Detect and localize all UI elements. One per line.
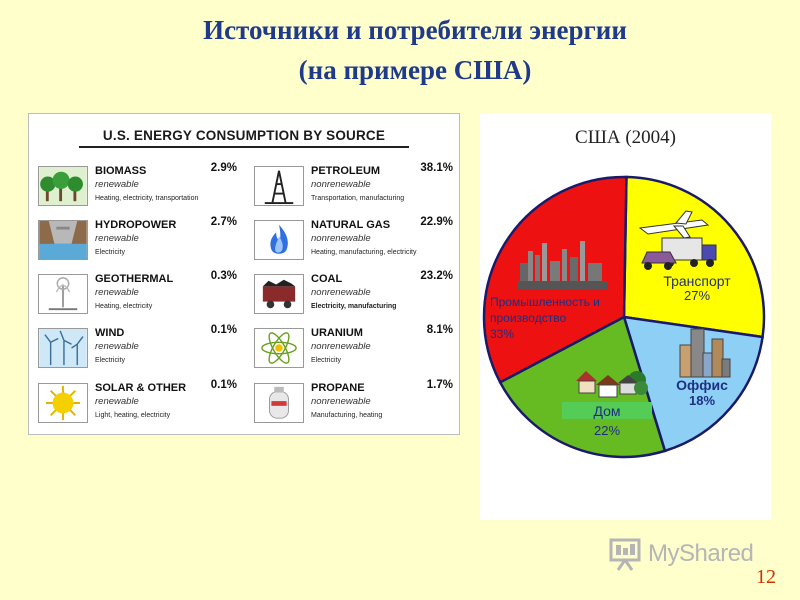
source-percent: 22.9% (420, 216, 453, 228)
source-name: COAL (311, 273, 343, 285)
slice-value-home: 22% (593, 423, 621, 438)
source-name: PROPANE (311, 382, 365, 394)
source-biomass (31, 162, 241, 214)
gas-flame-icon (254, 220, 304, 260)
source-petroleum (247, 162, 457, 214)
source-type: renewable (95, 396, 139, 407)
myshared-watermark (608, 536, 768, 572)
energy-source-infographic (28, 113, 460, 435)
infographic-title: U.S. ENERGY CONSUMPTION BY SOURCE (102, 128, 386, 143)
source-wind (31, 324, 241, 376)
source-uses: Electricity (95, 357, 125, 364)
slice-value-office: 18% (688, 393, 716, 408)
source-type: nonrenewable (311, 396, 371, 407)
slice-label-home: Дом (593, 403, 621, 419)
source-geothermal (31, 270, 241, 322)
chart-title: США (2004) (575, 127, 676, 148)
source-uses: Heating, electricity (95, 303, 153, 310)
source-type: nonrenewable (311, 233, 371, 244)
source-percent: 8.1% (426, 324, 453, 336)
sun-icon (38, 383, 88, 423)
pie-chart (480, 113, 771, 520)
source-uses: Electricity (95, 249, 125, 256)
source-type: renewable (95, 233, 139, 244)
source-name: GEOTHERMAL (95, 273, 174, 285)
source-uses: Transportation, manufacturing (311, 195, 405, 202)
source-name: SOLAR & OTHER (95, 382, 187, 394)
source-hydropower (31, 216, 241, 268)
source-type: nonrenewable (311, 341, 371, 352)
propane-tank-icon (254, 383, 304, 423)
source-coal (247, 270, 457, 322)
source-name: WIND (95, 327, 125, 339)
source-natural-gas (247, 216, 457, 268)
pie-chart-panel (480, 113, 771, 520)
slice-value-transport: 27% (683, 288, 711, 303)
source-percent: 0.1% (210, 324, 237, 336)
watermark-text: MyShared (648, 540, 754, 567)
slice-label-transport: Транспорт (663, 273, 731, 289)
source-name: PETROLEUM (311, 165, 381, 177)
source-type: nonrenewable (311, 179, 371, 190)
source-percent: 2.9% (210, 162, 237, 174)
source-propane (247, 379, 457, 431)
source-percent: 2.7% (210, 216, 237, 228)
wind-turbine-icon (38, 328, 88, 368)
source-name: NATURAL GAS (311, 219, 391, 231)
source-solar-other (31, 379, 241, 431)
oil-derrick-icon (254, 166, 304, 206)
page-number: 12 (756, 566, 776, 588)
source-percent: 23.2% (420, 270, 453, 282)
source-uses: Electricity, manufacturing (311, 303, 397, 310)
atom-icon (254, 328, 304, 368)
source-percent: 1.7% (426, 379, 453, 391)
source-uses: Electricity (311, 357, 341, 364)
source-percent: 0.3% (210, 270, 237, 282)
source-uses: Manufacturing, heating (311, 412, 383, 419)
slice-label-office: Оффис (676, 377, 728, 393)
source-uses: Heating, manufacturing, electricity (311, 249, 417, 256)
source-type: renewable (95, 179, 139, 190)
slide-title (0, 10, 800, 90)
source-percent: 38.1% (420, 162, 453, 174)
source-type: renewable (95, 341, 139, 352)
dam-icon (38, 220, 88, 260)
source-type: nonrenewable (311, 287, 371, 298)
slice-label-industry-line2: производство (490, 311, 567, 325)
myshared-logo-icon (608, 536, 644, 572)
slice-label-industry-line1: Промышленность и (490, 295, 600, 309)
source-name: BIOMASS (95, 165, 147, 177)
geyser-icon (38, 274, 88, 314)
source-name: URANIUM (311, 327, 363, 339)
slide-title-line1: Источники и потребители энергии (203, 15, 627, 45)
title-underline (79, 146, 409, 148)
source-uranium (247, 324, 457, 376)
source-name: HYDROPOWER (95, 219, 177, 231)
slice-value-industry: 33% (490, 327, 515, 341)
trees-icon (38, 166, 88, 206)
coal-cart-icon (254, 274, 304, 314)
source-percent: 0.1% (210, 379, 237, 391)
source-type: renewable (95, 287, 139, 298)
source-uses: Light, heating, electricity (95, 412, 171, 419)
source-uses: Heating, electricity, transportation (95, 195, 199, 202)
slide-title-line2: (на примере США) (298, 55, 532, 85)
